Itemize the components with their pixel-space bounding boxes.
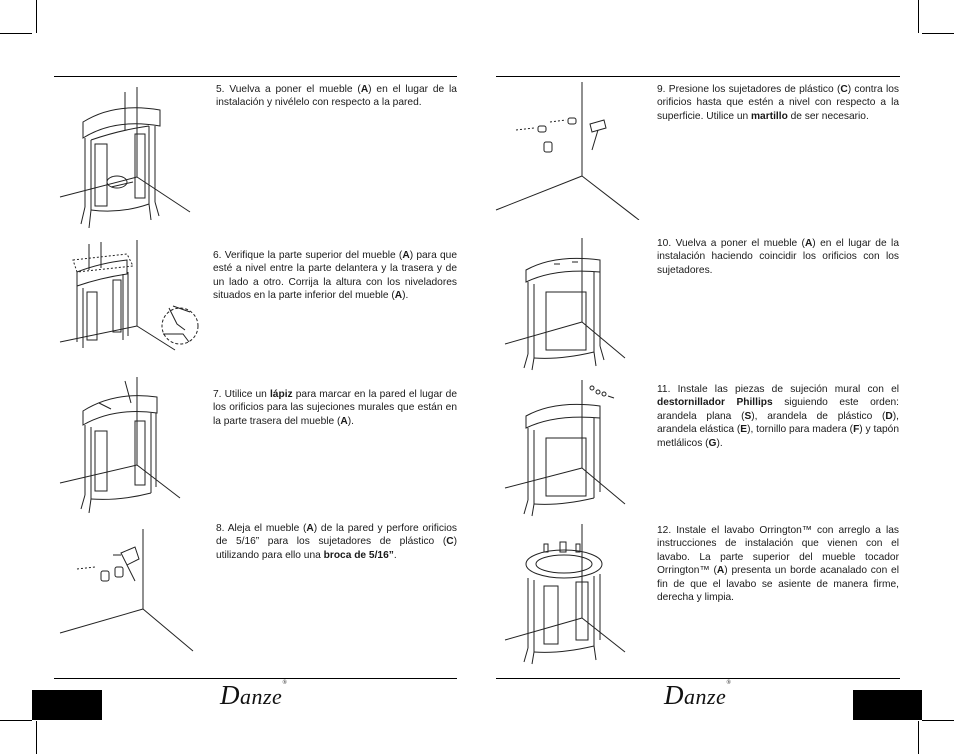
step-9-text: 9. Presione los sujetadores de plástico (C) contra los orificios hasta que estén a nivel con respecto a la superficie. Utilice un martillo de ser necesario. xyxy=(657,84,899,122)
illustration-step-8-drilling xyxy=(55,525,195,655)
step-11-text: 11. Instale las piezas de sujeción mural con el destornillador Phillips siguiendo este orden: arandela plana (S), arandela de plástico (D), arandela elástica (E), tornillo para madera (F) y tapón metlálicos (G). xyxy=(657,384,900,449)
danze-logo-left: Danze® xyxy=(220,680,288,710)
crop-mark xyxy=(36,0,37,33)
crop-mark xyxy=(922,33,954,34)
footer-rule-left xyxy=(54,678,457,679)
danze-logo-right: Danze® xyxy=(664,680,732,710)
step-5-text: 5. Vuelva a poner el mueble (A) en el lugar de la instalación y nivélelo con respecto a la pared. xyxy=(216,84,457,109)
step-7-text: 7. Utilice un lápiz para marcar en la pared el lugar de los orificios para las sujeciones murales que están en la parte trasera del mueble (A). xyxy=(213,389,457,427)
step-12-text: 12. Instale el lavabo Orrington™ con arreglo a las instrucciones de instalación que vienen con el lavabo. La parte superior del mueble tocador Orrington™ (A) presenta un borde acanalado con el fin de que el lavabo se asiente de manera firme, derecha y limpia. xyxy=(657,525,899,604)
step-8-text: 8. Aleja el mueble (A) de la pared y perfore orificios de 5/16” para los sujetadores de plástico (C) utilizando para ello una broca de 5/16”. xyxy=(216,523,457,561)
crop-mark xyxy=(922,720,954,721)
illustration-step-11-wall-fasteners xyxy=(500,378,630,518)
illustration-step-12-sink-on-vanity xyxy=(500,522,630,667)
crop-mark xyxy=(0,33,32,34)
footer-rule-right xyxy=(496,678,900,679)
crop-mark xyxy=(36,721,37,754)
illustration-step-9-anchors-hammer xyxy=(494,80,644,220)
illustration-step-10-vanity-on-anchors xyxy=(500,236,630,371)
header-rule-left xyxy=(54,76,457,77)
page-number-tab-left xyxy=(32,690,102,720)
step-6-text: 6. Verifique la parte superior del mueble (A) para que esté a nivel entre la parte delantera y la trasera y de un lado a otro. Corrija la altura con los niveladores situados en la parte inferior del mueble (A). xyxy=(213,250,457,302)
illustration-step-6-vanity-level-check xyxy=(55,238,203,358)
crop-mark xyxy=(918,721,919,754)
illustration-step-5-vanity-leveled xyxy=(55,82,195,232)
illustration-step-7-pencil-mark xyxy=(55,373,195,513)
step-10-text: 10. Vuelva a poner el mueble (A) en el lugar de la instalación haciendo coincidir los orificios con los sujetadores. xyxy=(657,238,899,276)
crop-mark xyxy=(918,0,919,33)
header-rule-right xyxy=(496,76,900,77)
page-number-tab-right xyxy=(853,690,922,720)
crop-mark xyxy=(0,720,32,721)
